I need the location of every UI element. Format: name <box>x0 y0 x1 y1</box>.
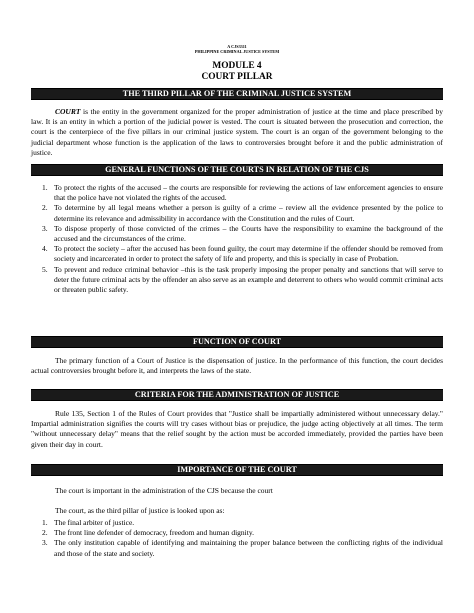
third-pillar-text: is the entity in the government organized for the proper administration of justice at the time and place prescribed by law. It is an entity in which a portion of the judicial power is vested. The court is situated between the prosecution and correction, the court is the centerpiece of the five pillars in our criminal justice system. The court is an organ of the government belonging to the judicial department whose function is the application of the laws to controversies brought before it and the public administration of justice. <box>31 107 443 157</box>
list-item: 3. The only institution capable of identifying and maintaining the proper balance between the conflicting rights of the individual and those of the state and society. <box>42 538 443 558</box>
section-heading-general-functions: GENERAL FUNCTIONS OF THE COURTS IN RELATION OF THE CJS <box>31 164 443 176</box>
function-of-court-paragraph: The primary function of a Court of Justice is the dispensation of justice. In the performance of this function, the court decides actual controversies brought before it, and interprets the laws of the state. <box>31 356 443 376</box>
course-name: PHILIPPINE CRIMINAL JUSTICE SYSTEM <box>194 49 280 54</box>
list-item: 2. The front line defender of democracy, freedom and human dignity. <box>42 528 254 538</box>
module-number: MODULE 4 <box>212 61 262 71</box>
third-pillar-paragraph <box>31 107 443 158</box>
module-title: COURT PILLAR <box>201 72 273 82</box>
importance-paragraph-1: The court is important in the administration of the CJS because the court <box>55 486 273 495</box>
general-functions-list <box>31 183 443 295</box>
list-item: 2. To determine by all legal means whether a person is guilty of a crime – review all the evidence presented by the police to determine its relevance and admissibility in accordance with the Constitution and the rules of Court. <box>42 203 443 223</box>
list-item: 1. To protect the rights of the accused – the courts are responsible for reviewing the actions of law enforcement agencies to ensure that the police have not violated the rights of the accused. <box>42 183 443 203</box>
section-heading-importance: IMPORTANCE OF THE COURT <box>31 464 443 476</box>
court-term: COURT <box>55 107 81 116</box>
list-item: 5. To prevent and reduce criminal behavior –this is the task properly imposing the proper penalty and sanctions that will serve to deter the future criminal acts by the offender an also serve as an example and deterrent to others who would commit criminal acts or threaten public safety. <box>42 264 443 295</box>
section-heading-criteria: CRITERIA FOR THE ADMINISTRATION OF JUSTICE <box>31 389 443 401</box>
list-item: 4. To protect the society – after the accused has been found guilty, the court may determine if the offender should be removed from society and incarcerated in order to protect the safety of life and property, and this is specially in case of Probation. <box>42 244 443 264</box>
course-code: A CJS3311 <box>227 44 247 49</box>
list-item: 3. To dispose properly of those convicted of the crimes – the Courts have the responsibility to examine the background of the accused and the circumstances of the crime. <box>42 223 443 244</box>
importance-paragraph-2: The court, as the third pillar of justice is looked upon as: <box>55 506 225 515</box>
list-item: 1. The final arbiter of justice. <box>42 518 135 527</box>
importance-list <box>31 518 443 559</box>
section-heading-function-of-court: FUNCTION OF COURT <box>31 336 443 348</box>
section-heading-third-pillar: THE THIRD PILLAR OF THE CRIMINAL JUSTICE SYSTEM <box>31 88 443 100</box>
criteria-paragraph: Rule 135, Section 1 of the Rules of Court provides that "Justice shall be impartially administered without unnecessary delay." Impartial administration signifies the courts will try cases without bias or prejudice, the judge acting objectively at all times. The term "without unnecessary delay" means that the relief sought by the action must be accorded immediately, provided the parties have been given their day in court. <box>31 409 443 449</box>
